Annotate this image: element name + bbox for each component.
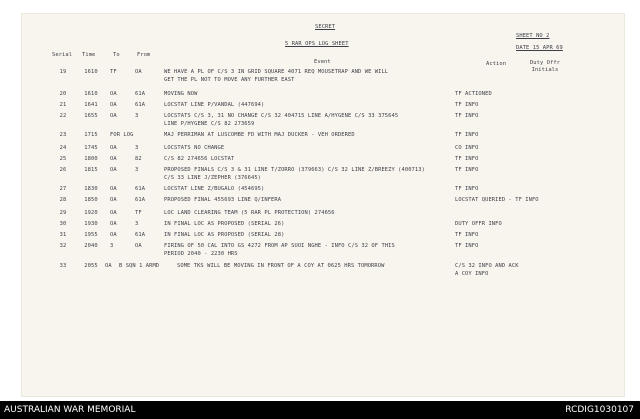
entry-serial: 20 xyxy=(59,91,67,97)
entry-from: 61A xyxy=(135,186,146,192)
entry-to: OA xyxy=(110,186,117,192)
action-line: A COY INFO xyxy=(455,270,489,277)
archive-footer xyxy=(0,401,640,419)
action-line: LOCSTAT QUERIED - TF INFO xyxy=(455,197,539,203)
entry-from: 61A xyxy=(135,102,146,108)
event-line: PERIOD 2040 - 2230 HRS xyxy=(164,250,238,257)
event-line: PROPOSED FINAL 455693 LINE Q/INFERA xyxy=(164,197,282,203)
event-line: LINE P/HYGENE C/S 82 273659 xyxy=(164,120,255,127)
action-line: C/S 32 INFO AND ACK xyxy=(455,263,519,269)
entry-serial: 31 xyxy=(59,232,67,238)
entry-serial: 25 xyxy=(59,156,67,162)
entry-event xyxy=(164,69,388,84)
action-line: TF ACTIONED xyxy=(455,91,492,97)
event-line: IN FINAL LOC AS PROPOSED (SERIAL 26) xyxy=(164,221,285,227)
entry-time: 1745 xyxy=(84,145,98,151)
entry-time: 2055 xyxy=(84,263,98,269)
entry-serial: 28 xyxy=(59,197,67,203)
entry-time: 1641 xyxy=(84,102,98,108)
action-line: TF INFO xyxy=(455,132,479,138)
entry-serial: 29 xyxy=(59,210,67,216)
entry-from: 82 xyxy=(135,156,142,162)
entry-event xyxy=(164,243,395,258)
entry-action xyxy=(455,232,478,240)
entry-event xyxy=(164,102,264,110)
entry-to: OA xyxy=(110,91,117,97)
entry-time: 1850 xyxy=(84,197,98,203)
event-line: LOCSTAT LINE Z/BUGALO (454695) xyxy=(164,186,265,192)
action-line: TF INFO xyxy=(455,156,479,162)
entry-time: 1610 xyxy=(84,69,98,75)
entry-from: 3 xyxy=(135,113,139,119)
event-line: LOCSTATS C/S 3, 31 NO CHANGE C/S 32 404715 LINE A/HYGENE C/S 33 375645 xyxy=(164,113,399,119)
event-line: FIRING OF 50 CAL INTO GS 4272 FROM AP SUOI NGHE - INFO C/S 32 OF THIS xyxy=(164,243,395,249)
entry-to: OA xyxy=(110,113,117,119)
entry-to: OA xyxy=(110,167,117,173)
entry-event xyxy=(164,186,264,194)
event-line: LOCSTAT LINE P/VANDAL (447694) xyxy=(164,102,265,108)
event-line: WE HAVE A PL OF C/S 3 IN GRID SQUARE 4071 REQ MOUSETRAP AND WE WILL xyxy=(164,69,389,75)
entry-to: OA xyxy=(110,145,117,151)
entry-serial: 23 xyxy=(59,132,67,138)
entry-action xyxy=(455,102,478,110)
entry-action xyxy=(455,156,478,164)
entry-action xyxy=(455,197,539,205)
entry-serial: 26 xyxy=(59,167,67,173)
entry-event xyxy=(164,221,284,229)
entry-from: OA xyxy=(135,69,142,75)
entry-action xyxy=(455,243,478,251)
entry-to: 3 xyxy=(110,243,114,249)
entry-from: B SQN 1 ARMD xyxy=(119,263,160,269)
column-header-action: Action xyxy=(486,61,507,67)
entry-serial: 21 xyxy=(59,102,67,108)
action-line: TF INFO xyxy=(455,113,479,119)
entry-event xyxy=(164,167,425,182)
entry-to: OA xyxy=(110,102,117,108)
archive-name: AUSTRALIAN WAR MEMORIAL xyxy=(4,405,136,415)
log-sheet-page xyxy=(22,14,624,396)
action-line: DUTY OFFR INFO xyxy=(455,221,502,227)
sheet-date: DATE 15 APR 69 xyxy=(516,45,563,51)
entry-serial: 19 xyxy=(59,69,67,75)
event-line: C/S 33 LINE J/ZEPHER (376645) xyxy=(164,174,262,181)
entry-time: 1715 xyxy=(84,132,98,138)
event-line: SOME TKS WILL BE MOVING IN FRONT OF A COY AT 0625 HRS TOMORROW xyxy=(177,263,385,269)
event-line: LOC LAND CLEARING TEAM (5 RAR PL PROTECTION) 274656 xyxy=(164,210,335,216)
entry-serial: 27 xyxy=(59,186,67,192)
entry-event xyxy=(177,263,384,271)
entry-time: 1955 xyxy=(84,232,98,238)
column-header-serial: Serial xyxy=(52,52,73,58)
column-header-time: Time xyxy=(82,52,96,58)
event-line: IN FINAL LOC AS PROPOSED (SERIAL 28) xyxy=(164,232,285,238)
event-line: LOCSTATS NO CHANGE xyxy=(164,145,225,151)
entry-action xyxy=(455,132,478,140)
event-line: PROPOSED FINALS C/S 3 & 31 LINE T/ZORRO (379663) C/S 32 LINE Z/BREEZY (400713) xyxy=(164,167,425,173)
entry-event xyxy=(164,113,398,128)
entry-to: OA xyxy=(110,156,117,162)
entry-action xyxy=(455,167,478,175)
entry-time: 2040 xyxy=(84,243,98,249)
sheet-number: SHEET NO 2 xyxy=(516,33,550,39)
column-header-from: From xyxy=(137,52,151,58)
action-line: TF INFO xyxy=(455,186,479,192)
entry-to: OA xyxy=(110,210,117,216)
entry-to: TF xyxy=(110,69,117,75)
entry-from: 3 xyxy=(135,221,139,227)
entry-from: 3 xyxy=(135,145,139,151)
event-line: C/S 82 274656 LOCSTAT xyxy=(164,156,235,162)
entry-event xyxy=(164,210,335,218)
column-header-event: Event xyxy=(314,59,331,65)
action-line: CO INFO xyxy=(455,145,479,151)
archive-reference: RCDIG1030107 xyxy=(565,405,634,415)
action-line: TF INFO xyxy=(455,232,479,238)
entry-time: 1920 xyxy=(84,210,98,216)
entry-to: OA xyxy=(110,232,117,238)
entry-action xyxy=(455,113,478,121)
column-header-to: To xyxy=(113,52,120,58)
event-line: GET THE PL NOT TO MOVE ANY FURTHER EAST xyxy=(164,76,295,83)
entry-serial: 24 xyxy=(59,145,67,151)
action-line: TF INFO xyxy=(455,167,479,173)
entry-time: 1610 xyxy=(84,91,98,97)
entry-action xyxy=(455,263,519,278)
entry-serial: 33 xyxy=(59,263,67,269)
entry-to: FOR LOG xyxy=(110,132,134,138)
entry-from: 61A xyxy=(135,232,146,238)
entry-event xyxy=(164,197,281,205)
action-line: TF INFO xyxy=(455,243,479,249)
entry-from: 61A xyxy=(135,91,146,97)
action-line: TF INFO xyxy=(455,102,479,108)
classification-header: SECRET xyxy=(315,24,336,30)
entry-action xyxy=(455,145,478,153)
entry-event xyxy=(164,132,355,140)
entry-event xyxy=(164,91,197,99)
entry-time: 1655 xyxy=(84,113,98,119)
entry-event xyxy=(164,145,224,153)
entry-serial: 22 xyxy=(59,113,67,119)
entry-from: OA xyxy=(135,243,142,249)
entry-serial: 30 xyxy=(59,221,67,227)
entry-time: 1800 xyxy=(84,156,98,162)
entry-to: OA xyxy=(110,221,117,227)
entry-action xyxy=(455,221,502,229)
column-header-duty-officer: Duty Offr Initials xyxy=(529,60,561,73)
entry-event xyxy=(164,232,284,240)
entry-to: OA xyxy=(110,197,117,203)
entry-time: 1930 xyxy=(84,221,98,227)
entry-action xyxy=(455,91,492,99)
entry-to: OA xyxy=(105,263,112,269)
entry-serial: 32 xyxy=(59,243,67,249)
entry-from: 3 xyxy=(135,167,139,173)
event-line: MAJ PERRIMAN AT LUSCOMBE FD WITH MAJ DUCKER - VEH ORDERED xyxy=(164,132,355,138)
entry-from: TF xyxy=(135,210,142,216)
entry-time: 1815 xyxy=(84,167,98,173)
event-line: MOVING NOW xyxy=(164,91,198,97)
page-title: 5 RAR OPS LOG SHEET xyxy=(285,41,349,47)
entry-action xyxy=(455,186,478,194)
entry-from: 61A xyxy=(135,197,146,203)
entry-event xyxy=(164,156,234,164)
entry-time: 1830 xyxy=(84,186,98,192)
